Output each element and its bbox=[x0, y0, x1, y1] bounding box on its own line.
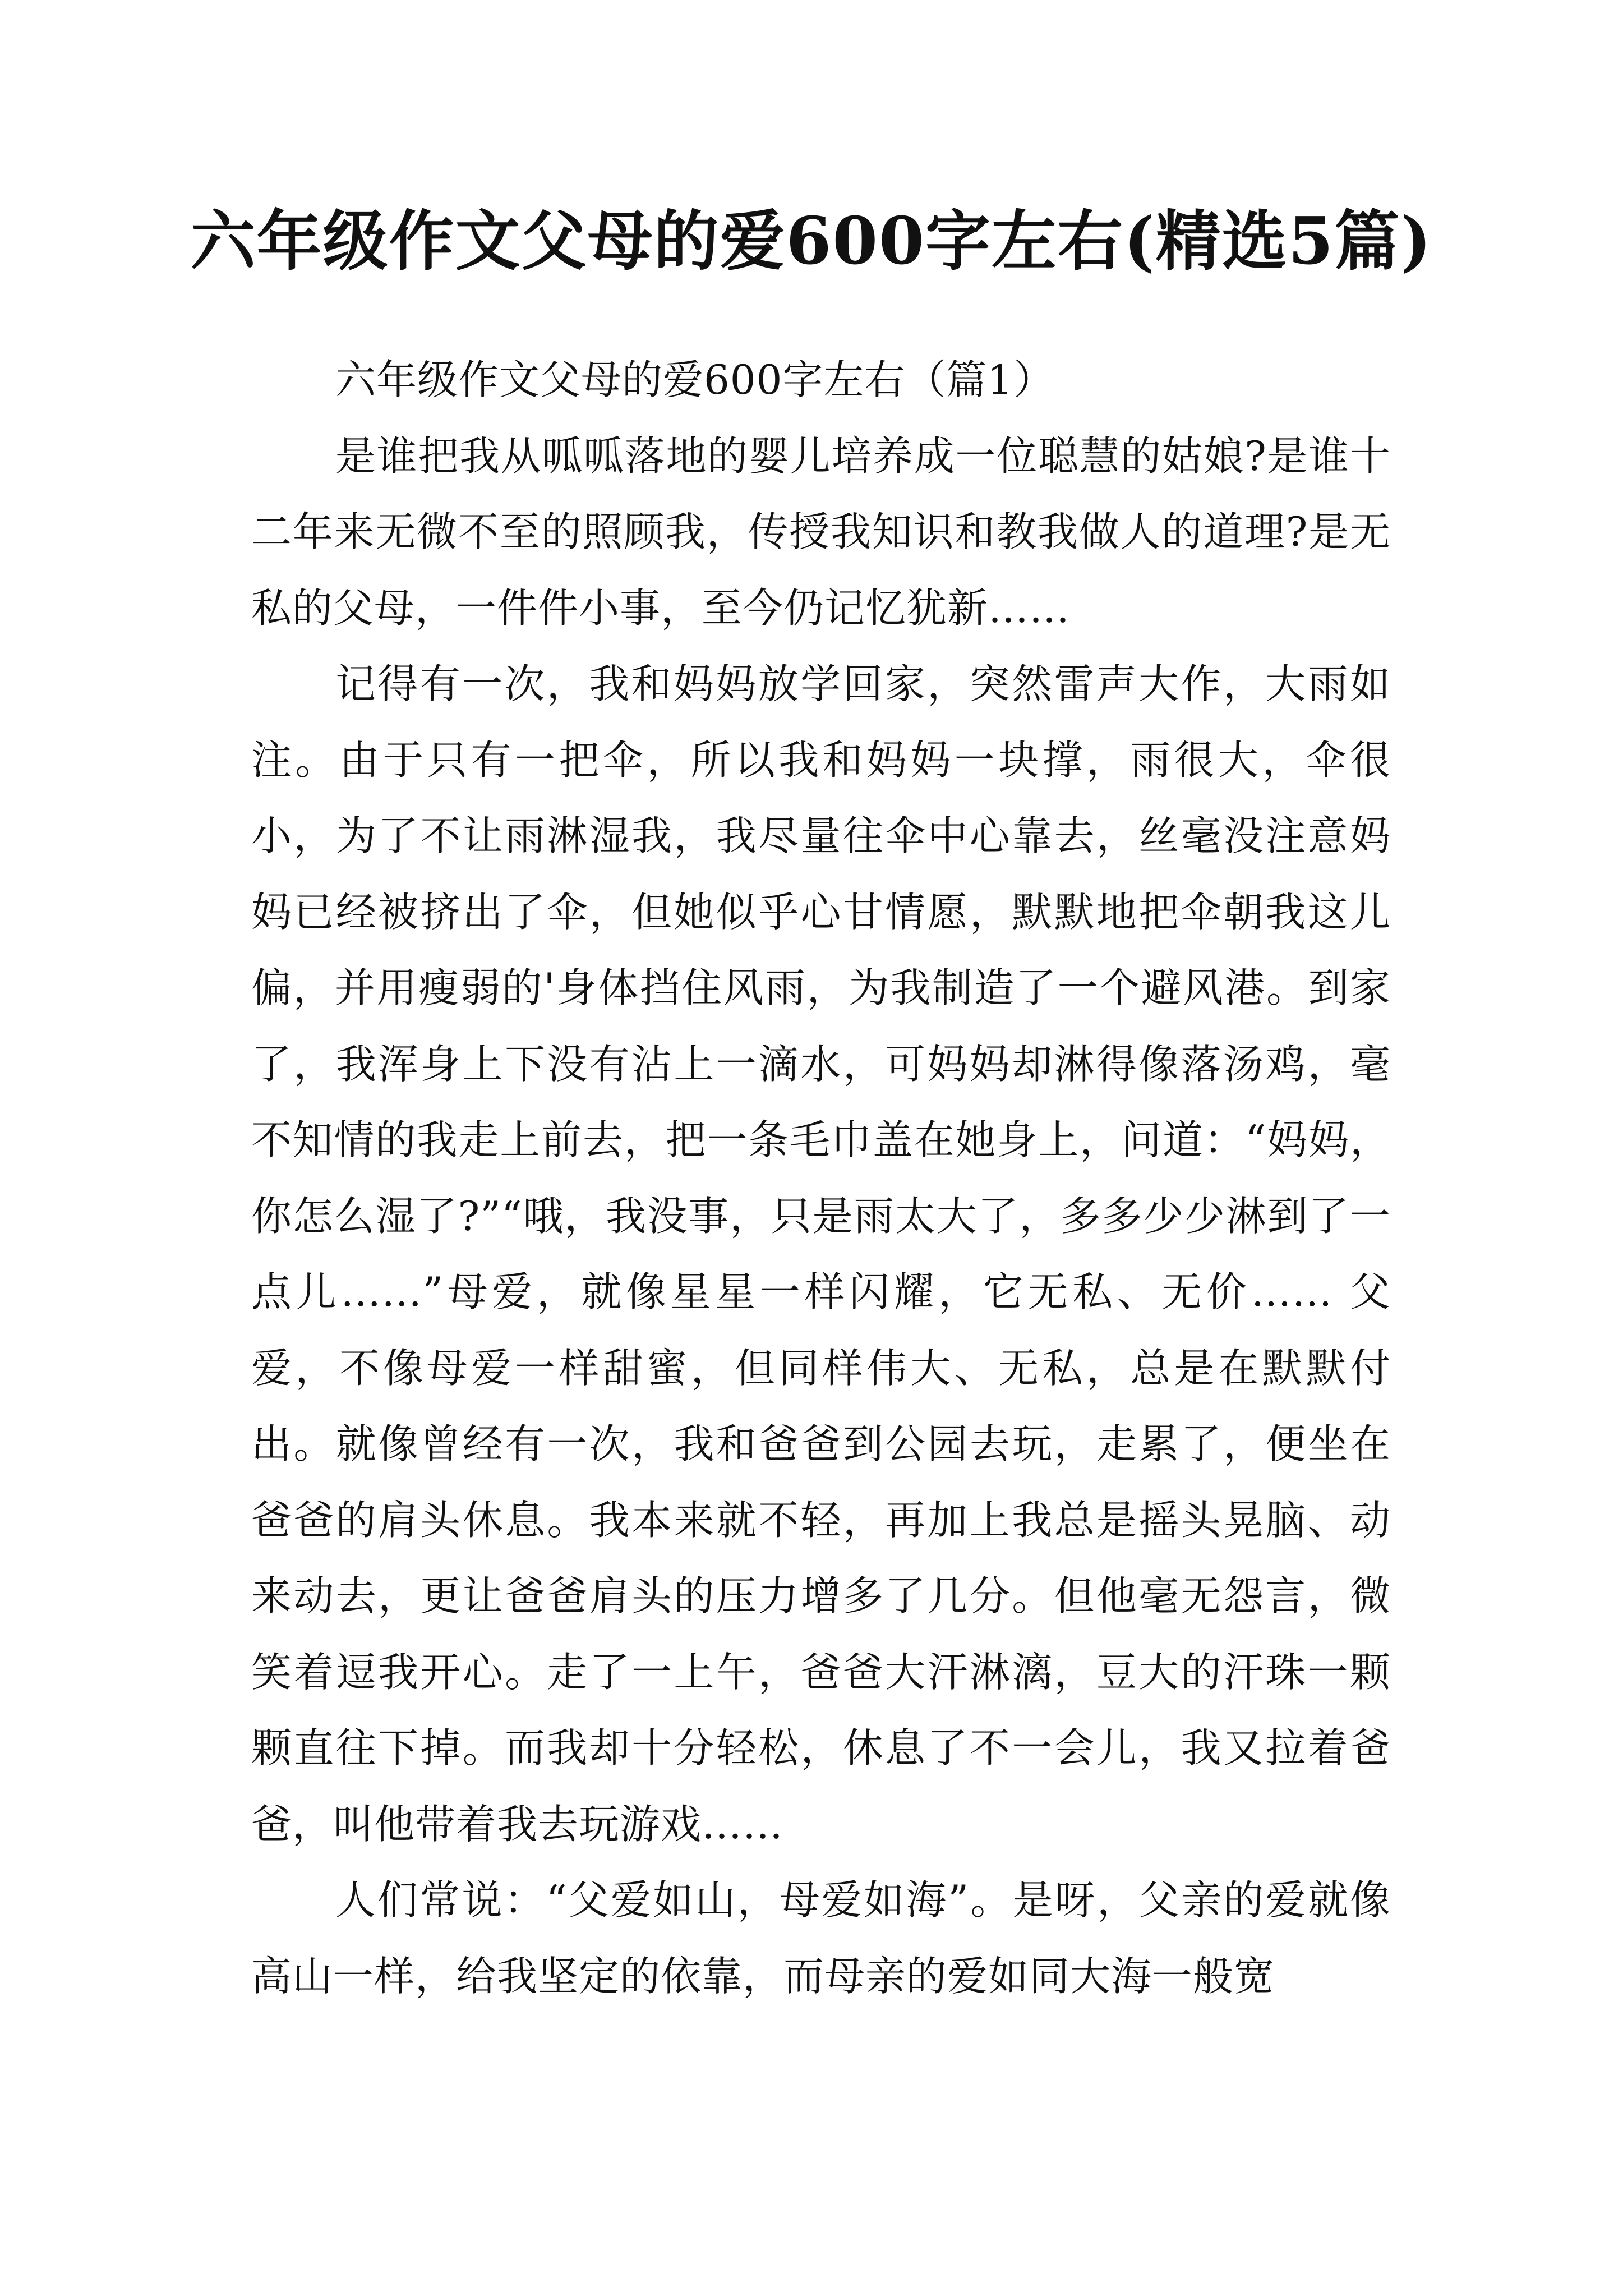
paragraph: 记得有一次，我和妈妈放学回家，突然雷声大作，大雨如注。由于只有一把伞，所以我和妈妈一块撑，雨很大，伞很小，为了不让雨淋湿我，我尽量往伞中心靠去，丝毫没注意妈妈已经被挤出了伞，但她似乎心甘情愿，默默地把伞朝我这儿偏，并用瘦弱的'身体挡住风雨，为我制造了一个避风港。到家了，我浑身上下没有沾上一滴水，可妈妈却淋得像落汤鸡，毫不知情的我走上前去，把一条毛巾盖在她身上，问道：“妈妈，你怎么湿了?”“哦，我没事，只是雨太大了，多多少少淋到了一点儿……”母爱，就像星星一样闪耀，它无私、无价…… 父爱，不像母爱一样甜蜜，但同样伟大、无私，总是在默默付出。就像曾经有一次，我和爸爸到公园去玩，走累了，便坐在爸爸的肩头休息。我本来就不轻，再加上我总是摇头晃脑、动来动去，更让爸爸肩头的压力增多了几分。但他毫无怨言，微笑着逗我开心。走了一上午，爸爸大汗淋漓，豆大的汗珠一颗颗直往下掉。而我却十分轻松，休息了不一会儿，我又拉着爸爸，叫他带着我去玩游戏…… bbox=[251, 660, 1391, 1848]
document-title: 六年级作文父母的爱600字左右(精选5篇) bbox=[190, 203, 1433, 279]
paragraph: 是谁把我从呱呱落地的婴儿培养成一位聪慧的姑娘?是谁十二年来无微不至的照顾我，传授我知识和教我做人的道理?是无私的父母，一件件小事，至今仍记忆犹新…… bbox=[251, 432, 1391, 632]
paragraph: 人们常说：“父爱如山，母爱如海”。是呀，父亲的爱就像高山一样，给我坚定的依靠，而母亲的爱如同大海一般宽 bbox=[251, 1876, 1391, 2000]
document-body bbox=[251, 342, 1391, 2014]
section-heading: 六年级作文父母的爱600字左右（篇1） bbox=[335, 356, 1055, 403]
